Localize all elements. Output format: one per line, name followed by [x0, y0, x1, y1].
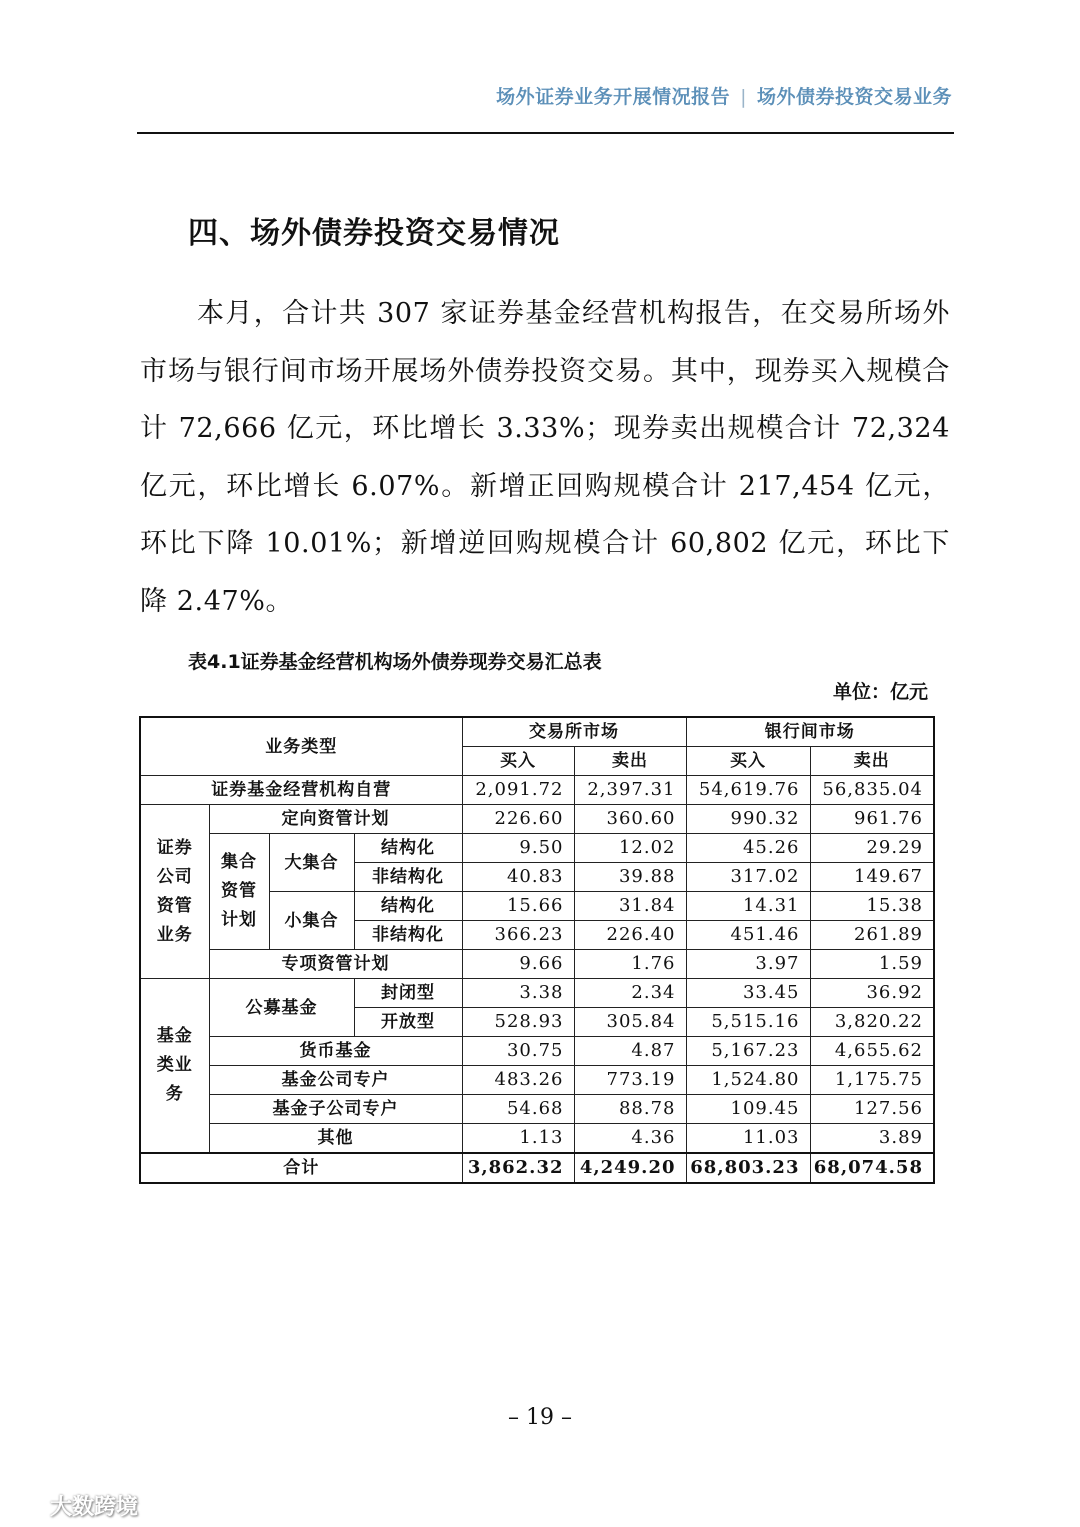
row-label: 非结构化: [354, 921, 462, 950]
running-header: [496, 82, 952, 109]
cell-exchange-sell: 2,397.31: [574, 776, 686, 805]
cell-exchange-sell: 1.76: [574, 950, 686, 979]
page-number: – 19 –: [508, 1405, 572, 1430]
table-row: [140, 1095, 934, 1124]
header-separator: |: [740, 86, 747, 108]
row-label-total: 合计: [140, 1153, 462, 1183]
cell-interbank-buy: 45.26: [686, 834, 810, 863]
header-exchange-market: 交易所市场: [462, 717, 686, 747]
cell-interbank-sell: 36.92: [810, 979, 934, 1008]
cell-exchange-sell: 305.84: [574, 1008, 686, 1037]
table-row: [140, 950, 934, 979]
cell-exchange-sell: 773.19: [574, 1066, 686, 1095]
cell-exchange-buy: 226.60: [462, 805, 574, 834]
row-label: 基金子公司专户: [209, 1095, 462, 1124]
row-label: 结构化: [354, 834, 462, 863]
table-row: [140, 979, 934, 1008]
header-interbank-market: 银行间市场: [686, 717, 934, 747]
group-securities-asset-mgmt: [140, 805, 209, 979]
header-section-title: 场外债券投资交易业务: [756, 86, 952, 108]
cell-interbank-buy: 54,619.76: [686, 776, 810, 805]
cell-interbank-buy: 1,524.80: [686, 1066, 810, 1095]
cell-interbank-sell: 127.56: [810, 1095, 934, 1124]
section-title: 四、场外债券投资交易情况: [188, 216, 560, 251]
table-caption: 表4.1证券基金经营机构场外债券现券交易汇总表: [188, 651, 602, 673]
cell-interbank-sell: 29.29: [810, 834, 934, 863]
group-collective-label: 集合资管计划: [221, 852, 257, 930]
watermark-logo-icon: [8, 1497, 44, 1519]
cell-interbank-sell: 1,175.75: [810, 1066, 934, 1095]
cell-interbank-buy: 11.03: [686, 1124, 810, 1154]
cell-exchange-buy: 40.83: [462, 863, 574, 892]
group-collective-plan: [209, 834, 269, 950]
cell-interbank-sell: 3,820.22: [810, 1008, 934, 1037]
cell-interbank-buy: 5,515.16: [686, 1008, 810, 1037]
cell-exchange-buy: 528.93: [462, 1008, 574, 1037]
cell-interbank-buy: 990.32: [686, 805, 810, 834]
cell-exchange-sell: 88.78: [574, 1095, 686, 1124]
cell-interbank-sell: 961.76: [810, 805, 934, 834]
row-label: 其他: [209, 1124, 462, 1154]
row-label: 结构化: [354, 892, 462, 921]
group-securities-label: 证券公司资管业务: [156, 837, 193, 945]
cell-exchange-sell: 12.02: [574, 834, 686, 863]
cell-exchange-sell: 360.60: [574, 805, 686, 834]
cell-exchange-buy: 3.38: [462, 979, 574, 1008]
cell-exchange-sell: 31.84: [574, 892, 686, 921]
cell-exchange-buy: 366.23: [462, 921, 574, 950]
cell-exchange-buy: 9.66: [462, 950, 574, 979]
cell-interbank-sell: 15.38: [810, 892, 934, 921]
cell-interbank-buy: 3.97: [686, 950, 810, 979]
cell-interbank-buy: 451.46: [686, 921, 810, 950]
cell-exchange-buy: 9.50: [462, 834, 574, 863]
header-exchange-buy: 买入: [462, 747, 574, 776]
group-fund-business: [140, 979, 209, 1154]
cell-exchange-sell: 226.40: [574, 921, 686, 950]
cell-interbank-sell: 4,655.62: [810, 1037, 934, 1066]
row-label: 货币基金: [209, 1037, 462, 1066]
row-label: 封闭型: [354, 979, 462, 1008]
row-label: 基金公司专户: [209, 1066, 462, 1095]
row-label: 非结构化: [354, 863, 462, 892]
group-large-collective: 大集合: [269, 834, 354, 892]
row-label: 证券基金经营机构自营: [140, 776, 462, 805]
cell-exchange-sell: 4.87: [574, 1037, 686, 1066]
cell-interbank-buy: 14.31: [686, 892, 810, 921]
summary-paragraph: 本月，合计共 307 家证券基金经营机构报告，在交易所场外市场与银行间市场开展场外债券投资交易。其中，现券买入规模合计 72,666 亿元，环比增长 3.33%；现券卖出规模合计 72,324 亿元，环比增长 6.07%。新增正回购规模合计 217,454 亿元，环比下降 10.01%；新增逆回购规模合计 60,802 亿元，环比下降 2.47%。: [140, 298, 950, 617]
cell-exchange-buy: 483.26: [462, 1066, 574, 1095]
cell-exchange-sell: 2.34: [574, 979, 686, 1008]
cell-interbank-sell: 149.67: [810, 863, 934, 892]
header-exchange-sell: 卖出: [574, 747, 686, 776]
table-row: [140, 805, 934, 834]
watermark-text: 大数跨境: [50, 1495, 139, 1520]
cell-exchange-buy: 1.13: [462, 1124, 574, 1154]
cell-interbank-buy: 33.45: [686, 979, 810, 1008]
cell-exchange-buy: 3,862.32: [462, 1153, 574, 1183]
table-total-row: [140, 1153, 934, 1183]
cell-exchange-buy: 54.68: [462, 1095, 574, 1124]
row-label: 定向资管计划: [209, 805, 462, 834]
cell-interbank-buy: 5,167.23: [686, 1037, 810, 1066]
watermark: [8, 1490, 138, 1521]
header-business-type: 业务类型: [140, 717, 462, 776]
cell-interbank-sell: 3.89: [810, 1124, 934, 1154]
cell-exchange-sell: 4.36: [574, 1124, 686, 1154]
cell-exchange-sell: 4,249.20: [574, 1153, 686, 1183]
row-label: 专项资管计划: [209, 950, 462, 979]
group-fund-label: 基金类业务: [156, 1026, 193, 1104]
cell-interbank-sell: 1.59: [810, 950, 934, 979]
header-report-title: 场外证券业务开展情况报告: [496, 86, 731, 108]
cell-exchange-buy: 2,091.72: [462, 776, 574, 805]
table-row: [140, 1037, 934, 1066]
cell-interbank-sell: 261.89: [810, 921, 934, 950]
table-row: [140, 1124, 934, 1154]
cell-exchange-buy: 30.75: [462, 1037, 574, 1066]
row-label: 开放型: [354, 1008, 462, 1037]
cell-exchange-buy: 15.66: [462, 892, 574, 921]
cell-interbank-buy: 109.45: [686, 1095, 810, 1124]
header-interbank-buy: 买入: [686, 747, 810, 776]
cell-interbank-buy: 68,803.23: [686, 1153, 810, 1183]
header-divider: [137, 132, 954, 134]
cell-interbank-buy: 317.02: [686, 863, 810, 892]
table-unit: 单位：亿元: [832, 681, 928, 703]
group-public-fund: 公募基金: [209, 979, 354, 1037]
table-row: [140, 834, 934, 863]
group-small-collective: 小集合: [269, 892, 354, 950]
bond-trading-summary-table: [139, 716, 935, 1184]
table-row: [140, 776, 934, 805]
cell-interbank-sell: 68,074.58: [810, 1153, 934, 1183]
cell-interbank-sell: 56,835.04: [810, 776, 934, 805]
table-row: [140, 1066, 934, 1095]
cell-exchange-sell: 39.88: [574, 863, 686, 892]
header-interbank-sell: 卖出: [810, 747, 934, 776]
table-header-row: [140, 717, 934, 747]
